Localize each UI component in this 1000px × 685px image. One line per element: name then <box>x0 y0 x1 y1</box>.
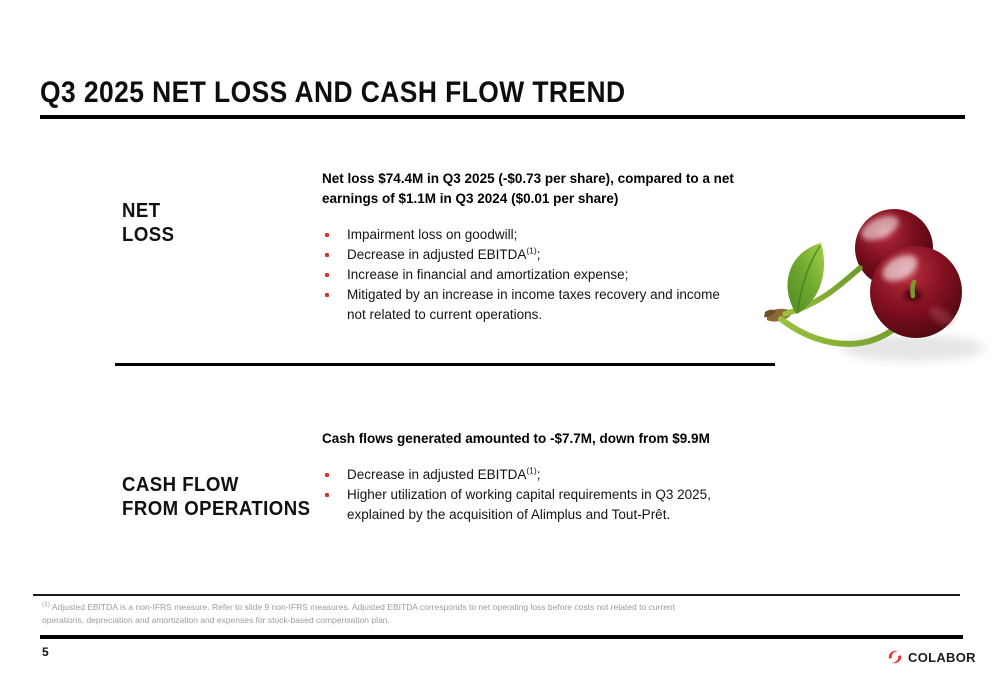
colabor-swoosh-icon <box>886 648 904 666</box>
footnote-divider <box>33 594 960 596</box>
bullet-item <box>322 265 758 285</box>
footnote-reference: (1) <box>526 465 537 476</box>
colabor-logo <box>886 648 976 666</box>
bullet-marker <box>325 493 329 497</box>
cherries-image <box>763 188 991 388</box>
bullet-text-main: Impairment loss on goodwill; <box>347 227 518 242</box>
net-loss-content <box>322 169 758 325</box>
cash-flow-bullets <box>322 465 758 525</box>
bullet-text-main: Mitigated by an increase in income taxes recovery and income not related to current operations. <box>347 287 720 322</box>
footnote-marker: (1) <box>42 601 50 609</box>
bullet-marker <box>325 273 329 277</box>
bullet-text-main: Decrease in adjusted EBITDA <box>347 247 527 262</box>
bullet-item <box>322 285 758 325</box>
title-divider <box>40 115 965 119</box>
cash-flow-summary: Cash flows generated amounted to -$7.7M, down from $9.9M <box>322 431 710 446</box>
bullet-marker <box>325 233 329 237</box>
page-title: Q3 2025 NET LOSS AND CASH FLOW TREND <box>40 76 626 109</box>
colabor-logo-text: COLABOR <box>908 649 976 665</box>
bullet-text-main: Higher utilization of working capital requirements in Q3 2025, explained by the acquisition of Alimplus and Tout-Prêt. <box>347 487 711 522</box>
bullet-text-after: ; <box>536 467 541 482</box>
net-loss-heading <box>122 199 175 247</box>
bullet-text <box>347 265 628 285</box>
cherries-illustration <box>763 188 991 388</box>
bullet-marker <box>325 253 329 257</box>
footnote-text: Adjusted EBITDA is a non-IFRS measure. Refer to slide 9 non-IFRS measures. Adjusted EBITDA corresponds to net operating loss before costs not related to current operations, depreciation and amortization and expenses for stock-based compensation plan. <box>42 602 676 625</box>
net-loss-bullets <box>322 225 758 325</box>
bullet-item <box>322 465 758 485</box>
bullet-marker <box>325 293 329 297</box>
bullet-item <box>322 485 758 525</box>
footnote <box>42 601 702 627</box>
net-loss-heading-line2: LOSS <box>122 224 175 246</box>
footer-divider <box>40 635 963 639</box>
net-loss-summary: Net loss $74.4M in Q3 2025 (-$0.73 per share), compared to a net earnings of $1.1M in Q3 2024 ($0.01 per share) <box>322 171 734 206</box>
bullet-text-main: Increase in financial and amortization expense; <box>347 267 629 282</box>
cash-flow-content <box>322 429 758 525</box>
bullet-text <box>347 285 739 325</box>
page-number: 5 <box>42 645 49 659</box>
bullet-text <box>347 245 541 265</box>
bullet-item <box>322 245 758 265</box>
footnote-reference: (1) <box>526 245 537 256</box>
section-divider <box>115 363 775 366</box>
bullet-item <box>322 225 758 245</box>
net-loss-heading-line1: NET <box>122 200 161 222</box>
bullet-text-main: Decrease in adjusted EBITDA <box>347 467 527 482</box>
cash-flow-heading <box>122 473 310 521</box>
cash-flow-heading-line1: CASH FLOW <box>122 474 239 496</box>
cash-flow-heading-line2: FROM OPERATIONS <box>122 498 311 520</box>
bullet-text <box>347 485 739 525</box>
bullet-text-after: ; <box>536 247 541 262</box>
bullet-text <box>347 465 541 485</box>
bullet-text <box>347 225 517 245</box>
bullet-marker <box>325 473 329 477</box>
